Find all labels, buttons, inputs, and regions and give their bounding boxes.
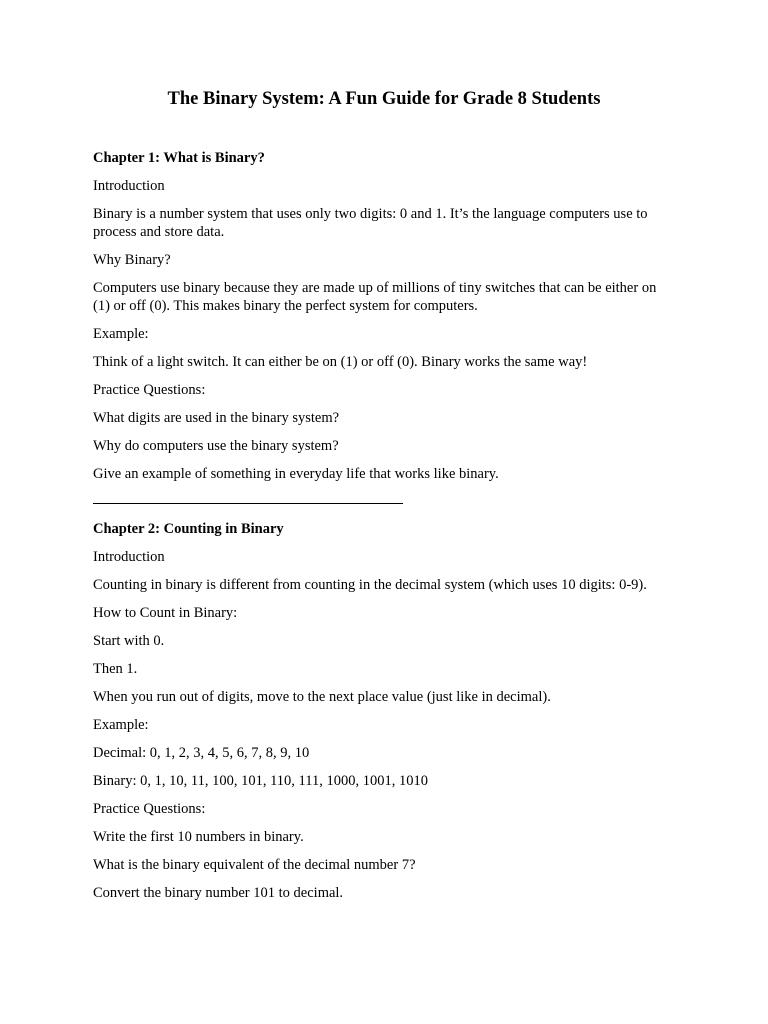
chapter-1-why-text: Computers use binary because they are made up of millions of tiny switches that can be either on (1) or off (0). This makes binary the perfect system for computers. xyxy=(93,280,657,315)
chapter-1-example-text: Think of a light switch. It can either be on (1) or off (0). Binary works the same way! xyxy=(93,354,588,371)
chapter-2-question-3: Convert the binary number 101 to decimal. xyxy=(93,885,344,902)
chapter-2-step-2: Then 1. xyxy=(93,661,138,678)
chapter-1-why-label: Why Binary? xyxy=(93,252,171,269)
chapter-1-question-3: Give an example of something in everyday life that works like binary. xyxy=(93,466,499,483)
chapter-2-intro-text: Counting in binary is different from counting in the decimal system (which uses 10 digits: 0-9). xyxy=(93,577,647,594)
chapter-2-how-label: How to Count in Binary: xyxy=(93,605,238,622)
chapter-1-example-label: Example: xyxy=(93,326,149,343)
chapter-1-heading: Chapter 1: What is Binary? xyxy=(93,150,265,167)
chapter-1-intro-label: Introduction xyxy=(93,178,165,195)
chapter-2-decimal-sequence: Decimal: 0, 1, 2, 3, 4, 5, 6, 7, 8, 9, 10 xyxy=(93,745,310,762)
chapter-1-question-1: What digits are used in the binary system? xyxy=(93,410,340,427)
chapter-2-binary-sequence: Binary: 0, 1, 10, 11, 100, 101, 110, 111, 1000, 1001, 1010 xyxy=(93,773,428,790)
chapter-2-practice-label: Practice Questions: xyxy=(93,801,206,818)
chapter-2-question-2: What is the binary equivalent of the decimal number 7? xyxy=(93,857,416,874)
chapter-2-heading: Chapter 2: Counting in Binary xyxy=(93,521,284,538)
chapter-2-step-3: When you run out of digits, move to the next place value (just like in decimal). xyxy=(93,689,551,706)
chapter-1-intro-text: Binary is a number system that uses only two digits: 0 and 1. It’s the language computers use to process and store data. xyxy=(93,206,648,241)
chapter-2-step-1: Start with 0. xyxy=(93,633,165,650)
chapter-1-question-2: Why do computers use the binary system? xyxy=(93,438,339,455)
chapter-2-question-1: Write the first 10 numbers in binary. xyxy=(93,829,304,846)
chapter-2-intro-label: Introduction xyxy=(93,549,165,566)
chapter-1 xyxy=(93,149,675,483)
chapter-1-practice-label: Practice Questions: xyxy=(93,382,206,399)
chapter-2 xyxy=(93,520,675,902)
chapter-2-example-label: Example: xyxy=(93,717,149,734)
document-title: The Binary System: A Fun Guide for Grade 8 Students xyxy=(167,89,601,109)
section-divider xyxy=(93,503,403,504)
